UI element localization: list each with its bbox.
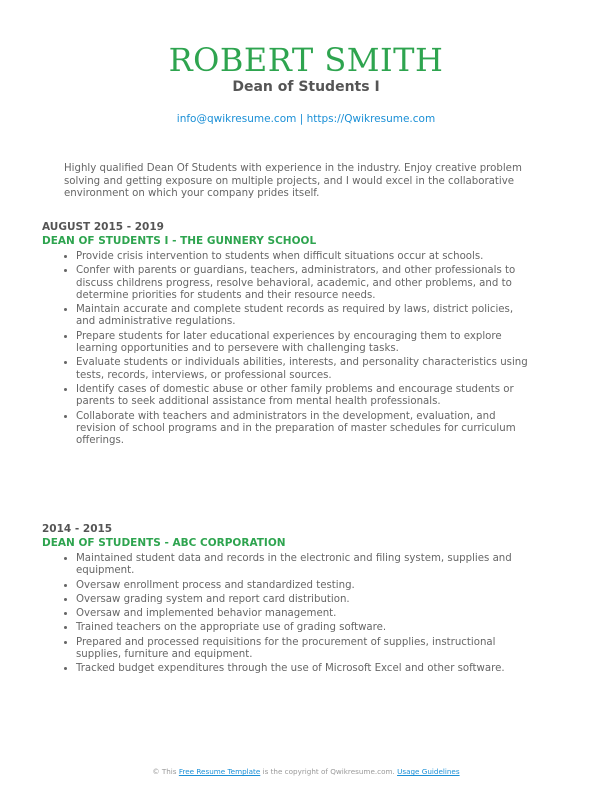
experience-role: DEAN OF STUDENTS I - THE GUNNERY SCHOOL: [42, 235, 317, 247]
footer-copyright-text: is the copyright of Qwikresume.com.: [260, 767, 398, 776]
experience-bullets: [42, 251, 532, 447]
email-link[interactable]: info@qwikresume.com: [176, 113, 297, 125]
footer: [0, 767, 612, 777]
usage-guidelines-link[interactable]: Usage Guidelines: [397, 767, 460, 776]
list-item: • Prepare students for later educational experiences by encouraging them to explore learning opportunities and to persevere with challenging tasks.: [76, 331, 532, 356]
contact-line: [0, 112, 612, 126]
website-link[interactable]: https://Qwikresume.com: [306, 113, 436, 125]
experience-dates: 2014 - 2015: [42, 523, 113, 535]
list-item: • Provide crisis intervention to students when difficult situations occur at schools.: [76, 251, 532, 263]
list-item: • Oversaw and implemented behavior management.: [76, 608, 532, 620]
list-item: • Maintained student data and records in the electronic and filing system, supplies and equipment.: [76, 553, 532, 578]
experience-bullets: [42, 553, 532, 676]
list-item: • Evaluate students or individuals abilities, interests, and personality characteristics using tests, records, interviews, or professional sources.: [76, 357, 532, 382]
list-item: • Collaborate with teachers and administrators in the development, evaluation, and revision of school programs and in the preparation of master schedules for curriculum offerings.: [76, 411, 532, 448]
experience-dates: AUGUST 2015 - 2019: [42, 221, 164, 233]
summary-paragraph: Highly qualified Dean Of Students with experience in the industry. Enjoy creative problem solving and getting exposure on multiple projects, and I would excel in the collaborative environment on which your company prides itself.: [64, 163, 522, 200]
list-item: • Oversaw enrollment process and standardized testing.: [76, 580, 532, 592]
list-item: • Oversaw grading system and report card distribution.: [76, 594, 532, 606]
list-item: • Identify cases of domestic abuse or other family problems and encourage students or parents to seek additional assistance from mental health professionals.: [76, 384, 532, 409]
experience-section-2: [42, 523, 532, 678]
free-resume-template-link[interactable]: Free Resume Template: [178, 767, 261, 776]
experience-section-1: [42, 221, 532, 449]
experience-role: DEAN OF STUDENTS - ABC CORPORATION: [42, 537, 286, 549]
footer-prefix: © This: [152, 767, 179, 776]
list-item: • Prepared and processed requisitions for the procurement of supplies, instructional supplies, furniture and equipment.: [76, 637, 532, 662]
list-item: • Trained teachers on the appropriate use of grading software.: [76, 622, 532, 634]
job-title: Dean of Students I: [232, 79, 380, 95]
list-item: • Maintain accurate and complete student records as required by laws, district policies, and administrative regulations.: [76, 304, 532, 329]
list-item: • Confer with parents or guardians, teachers, administrators, and other professionals to discuss childrens progress, resolve behavioral, academic, and other problems, and to determine priorities for students and their resource needs.: [76, 265, 532, 302]
list-item: • Tracked budget expenditures through the use of Microsoft Excel and other software.: [76, 663, 532, 675]
candidate-name: ROBERT SMITH: [168, 41, 444, 79]
contact-separator: |: [296, 113, 307, 125]
